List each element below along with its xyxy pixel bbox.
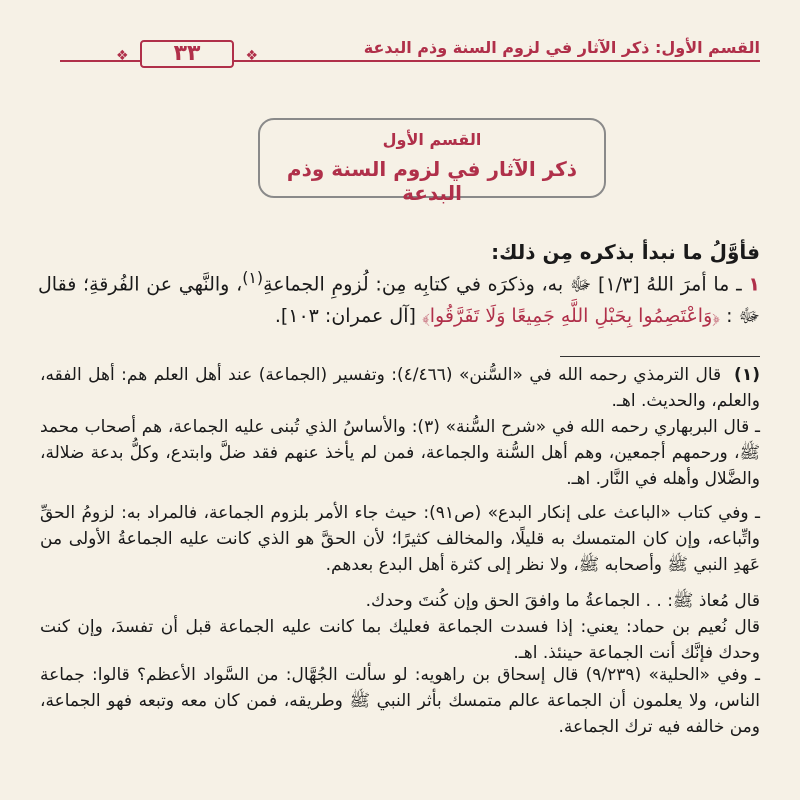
ornament-right-icon: ❖ <box>245 48 258 64</box>
item-number: ١ <box>748 273 761 296</box>
page-number-value: ٣٣ <box>173 41 201 66</box>
footnote-2 <box>40 414 760 492</box>
footnote-4 <box>40 588 760 614</box>
verse-citation: [آل عمران: ١٠٣]. <box>274 305 416 328</box>
footnote-5-text: قال نُعيم بن حماد: يعني: إذا فسدت الجماعة فعليك بما كانت عليه الجماعة قبل أن تفسدَ، وإن كنت وحدك فإنَّك أنت الجماعة حينئذ. اهـ. <box>40 617 760 663</box>
section-heading: القسم الأول <box>382 130 482 149</box>
footnote-2-text: ـ قال البربهاري رحمه الله في «شرح السُّنة» (٣): والأساسُ الذي تُبنى عليه الجماعة، هم أصحاب محمد ﷺ، ورحمهم أجمعين، وهم أهل السُّنة والجماعة، فمن لم يأخذ عنهم فقد ضلَّ وابتدع، وكلُّ بدعة ضلالة، والضَّلال وأهله في النَّار. اهـ. <box>40 417 760 489</box>
footnote-rule <box>560 356 760 357</box>
item-text-b: ، والنَّهي عن الفُرقةِ؛ فقال ﷻ : <box>38 273 760 328</box>
ornament-left-icon: ❖ <box>116 48 129 64</box>
section-title-box <box>258 118 606 205</box>
intro-line: فأوَّلُ ما نبدأ بذكره مِن ذلك: <box>491 240 760 264</box>
section-subheading: ذكر الآثار في لزوم السنة وذم البدعة <box>286 157 578 205</box>
quran-verse: ﴿وَاعْتَصِمُوا بِحَبْلِ اللَّهِ جَمِيعًا وَلَا تَفَرَّقُوا﴾ <box>421 305 721 328</box>
main-paragraph <box>38 262 760 332</box>
footnote-3-text: ـ وفي كتاب «الباعث على إنكار البدع» (ص٩١): حيث جاء الأمر بلزوم الجماعة، فالمراد به: لزومُ الحقِّ واتِّباعه، وإن كان المتمسك به قليلًا، والمخالف كثيرًا؛ لأن الحقَّ هو الذي كانت عليه الجماعةُ الأولى من عَهدِ النبي ﷺ وأصحابه ﷺ، ولا نظر إلى كثرة أهل البدع بعدهم. <box>40 503 760 575</box>
page-number <box>116 40 258 68</box>
footnote-ref: (١) <box>242 268 264 287</box>
footnote-marker: (١) <box>734 365 760 385</box>
footnote-3 <box>40 500 760 578</box>
running-header: القسم الأول: ذكر الآثار في لزوم السنة وذم البدعة <box>363 38 760 57</box>
footnote-1-text: قال الترمذي رحمه الله في «السُّنن» (٤/٤٦٦): وتفسير (الجماعة) عند أهل العلم هم: أهل الفقه، والعلم، والحديث. اهـ. <box>40 365 760 411</box>
footnote-5 <box>40 614 760 666</box>
item-text-a: ـ ما أمرَ اللهُ [١/٣] ﷻ به، وذكرَه في كتابِه مِن: لُزومِ الجماعةِ <box>263 273 742 296</box>
footnote-4-text: قال مُعاذ ﷺ: . . الجماعةُ ما وافقَ الحق وإن كُنتَ وحدك. <box>365 591 760 611</box>
footnote-6 <box>40 662 760 740</box>
footnote-1 <box>40 362 760 414</box>
footnote-6-text: ـ وفي «الحلية» (٩/٢٣٩) قال إسحاق بن راهويه: لو سألت الجُهَّال: من السَّواد الأعظم؟ قالوا: جماعة الناس، ولا يعلمون أن الجماعة عالم متمسك بأثر النبي ﷺ وطريقه، فمن كان معه وتبعه فهو الجماعة، ومن خالفه فيه ترك الجماعة. <box>40 665 760 737</box>
